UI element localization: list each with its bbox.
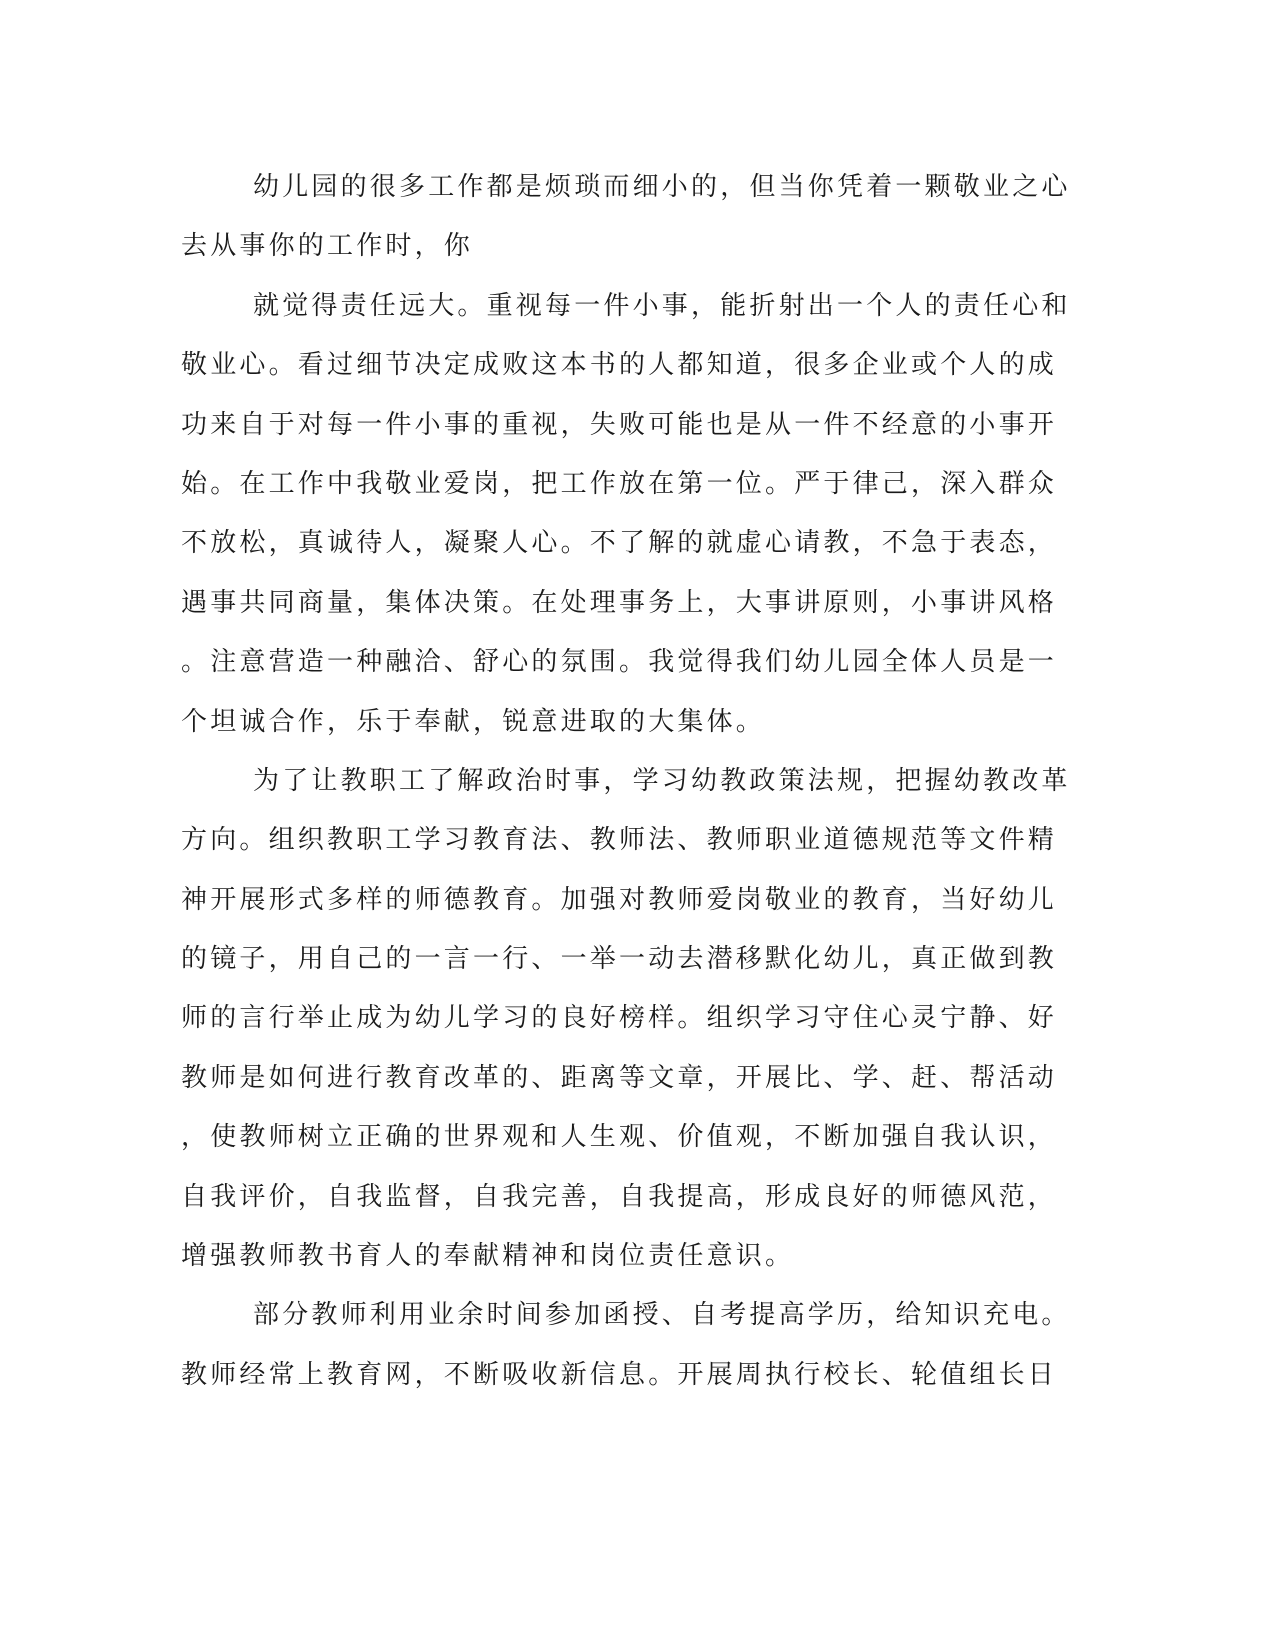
paragraph <box>181 1286 1071 1405</box>
text-line: 个坦诚合作，乐于奉献，锐意进取的大集体。 <box>181 706 766 737</box>
paragraph <box>181 158 1071 277</box>
text-line: 神开展形式多样的师德教育。加强对教师爱岗敬业的教育，当好幼儿 <box>181 884 1058 915</box>
text-line: 幼儿园的很多工作都是烦琐而细小的，但当你凭着一颗敬业之心 <box>253 172 1071 202</box>
paragraph <box>181 277 1071 752</box>
text-line: 就觉得责任远大。重视每一件小事，能折射出一个人的责任心和 <box>253 290 1071 321</box>
text-line: 始。在工作中我敬业爱岗，把工作放在第一位。严于律己，深入群众 <box>181 468 1058 499</box>
text-line: 功来自于对每一件小事的重视，失败可能也是从一件不经意的小事开 <box>181 409 1058 440</box>
text-line: 增强教师教书育人的奉献精神和岗位责任意识。 <box>181 1241 795 1272</box>
text-line: 敬业心。看过细节决定成败这本书的人都知道，很多企业或个人的成 <box>181 350 1058 381</box>
text-line: 遇事共同商量，集体决策。在处理事务上，大事讲原则，小事讲风格 <box>181 587 1058 618</box>
text-line: 部分教师利用业余时间参加函授、自考提高学历，给知识充电。 <box>253 1300 1071 1331</box>
paragraph <box>181 752 1071 1287</box>
text-line: ，使教师树立正确的世界观和人生观、价值观，不断加强自我认识， <box>181 1122 1058 1153</box>
text-line: 。注意营造一种融洽、舒心的氛围。我觉得我们幼儿园全体人员是一 <box>181 647 1058 678</box>
text-line: 方向。组织教职工学习教育法、教师法、教师职业道德规范等文件精 <box>181 825 1058 856</box>
text-line: 教师经常上教育网，不断吸收新信息。开展周执行校长、轮值组长日 <box>181 1359 1058 1390</box>
text-line: 的镜子，用自己的一言一行、一举一动去潜移默化幼儿，真正做到教 <box>181 944 1058 975</box>
text-line: 师的言行举止成为幼儿学习的良好榜样。组织学习守住心灵宁静、好 <box>181 1003 1058 1034</box>
text-line: 自我评价，自我监督，自我完善，自我提高，形成良好的师德风范， <box>181 1181 1058 1212</box>
text-line: 教师是如何进行教育改革的、距离等文章，开展比、学、赶、帮活动 <box>181 1062 1058 1093</box>
text-line: 为了让教职工了解政治时事，学习幼教政策法规，把握幼教改革 <box>253 765 1071 796</box>
text-line: 不放松，真诚待人，凝聚人心。不了解的就虚心请教，不急于表态， <box>181 528 1058 559</box>
text-line: 去从事你的工作时，你 <box>181 231 474 262</box>
document-body <box>181 158 1071 1405</box>
